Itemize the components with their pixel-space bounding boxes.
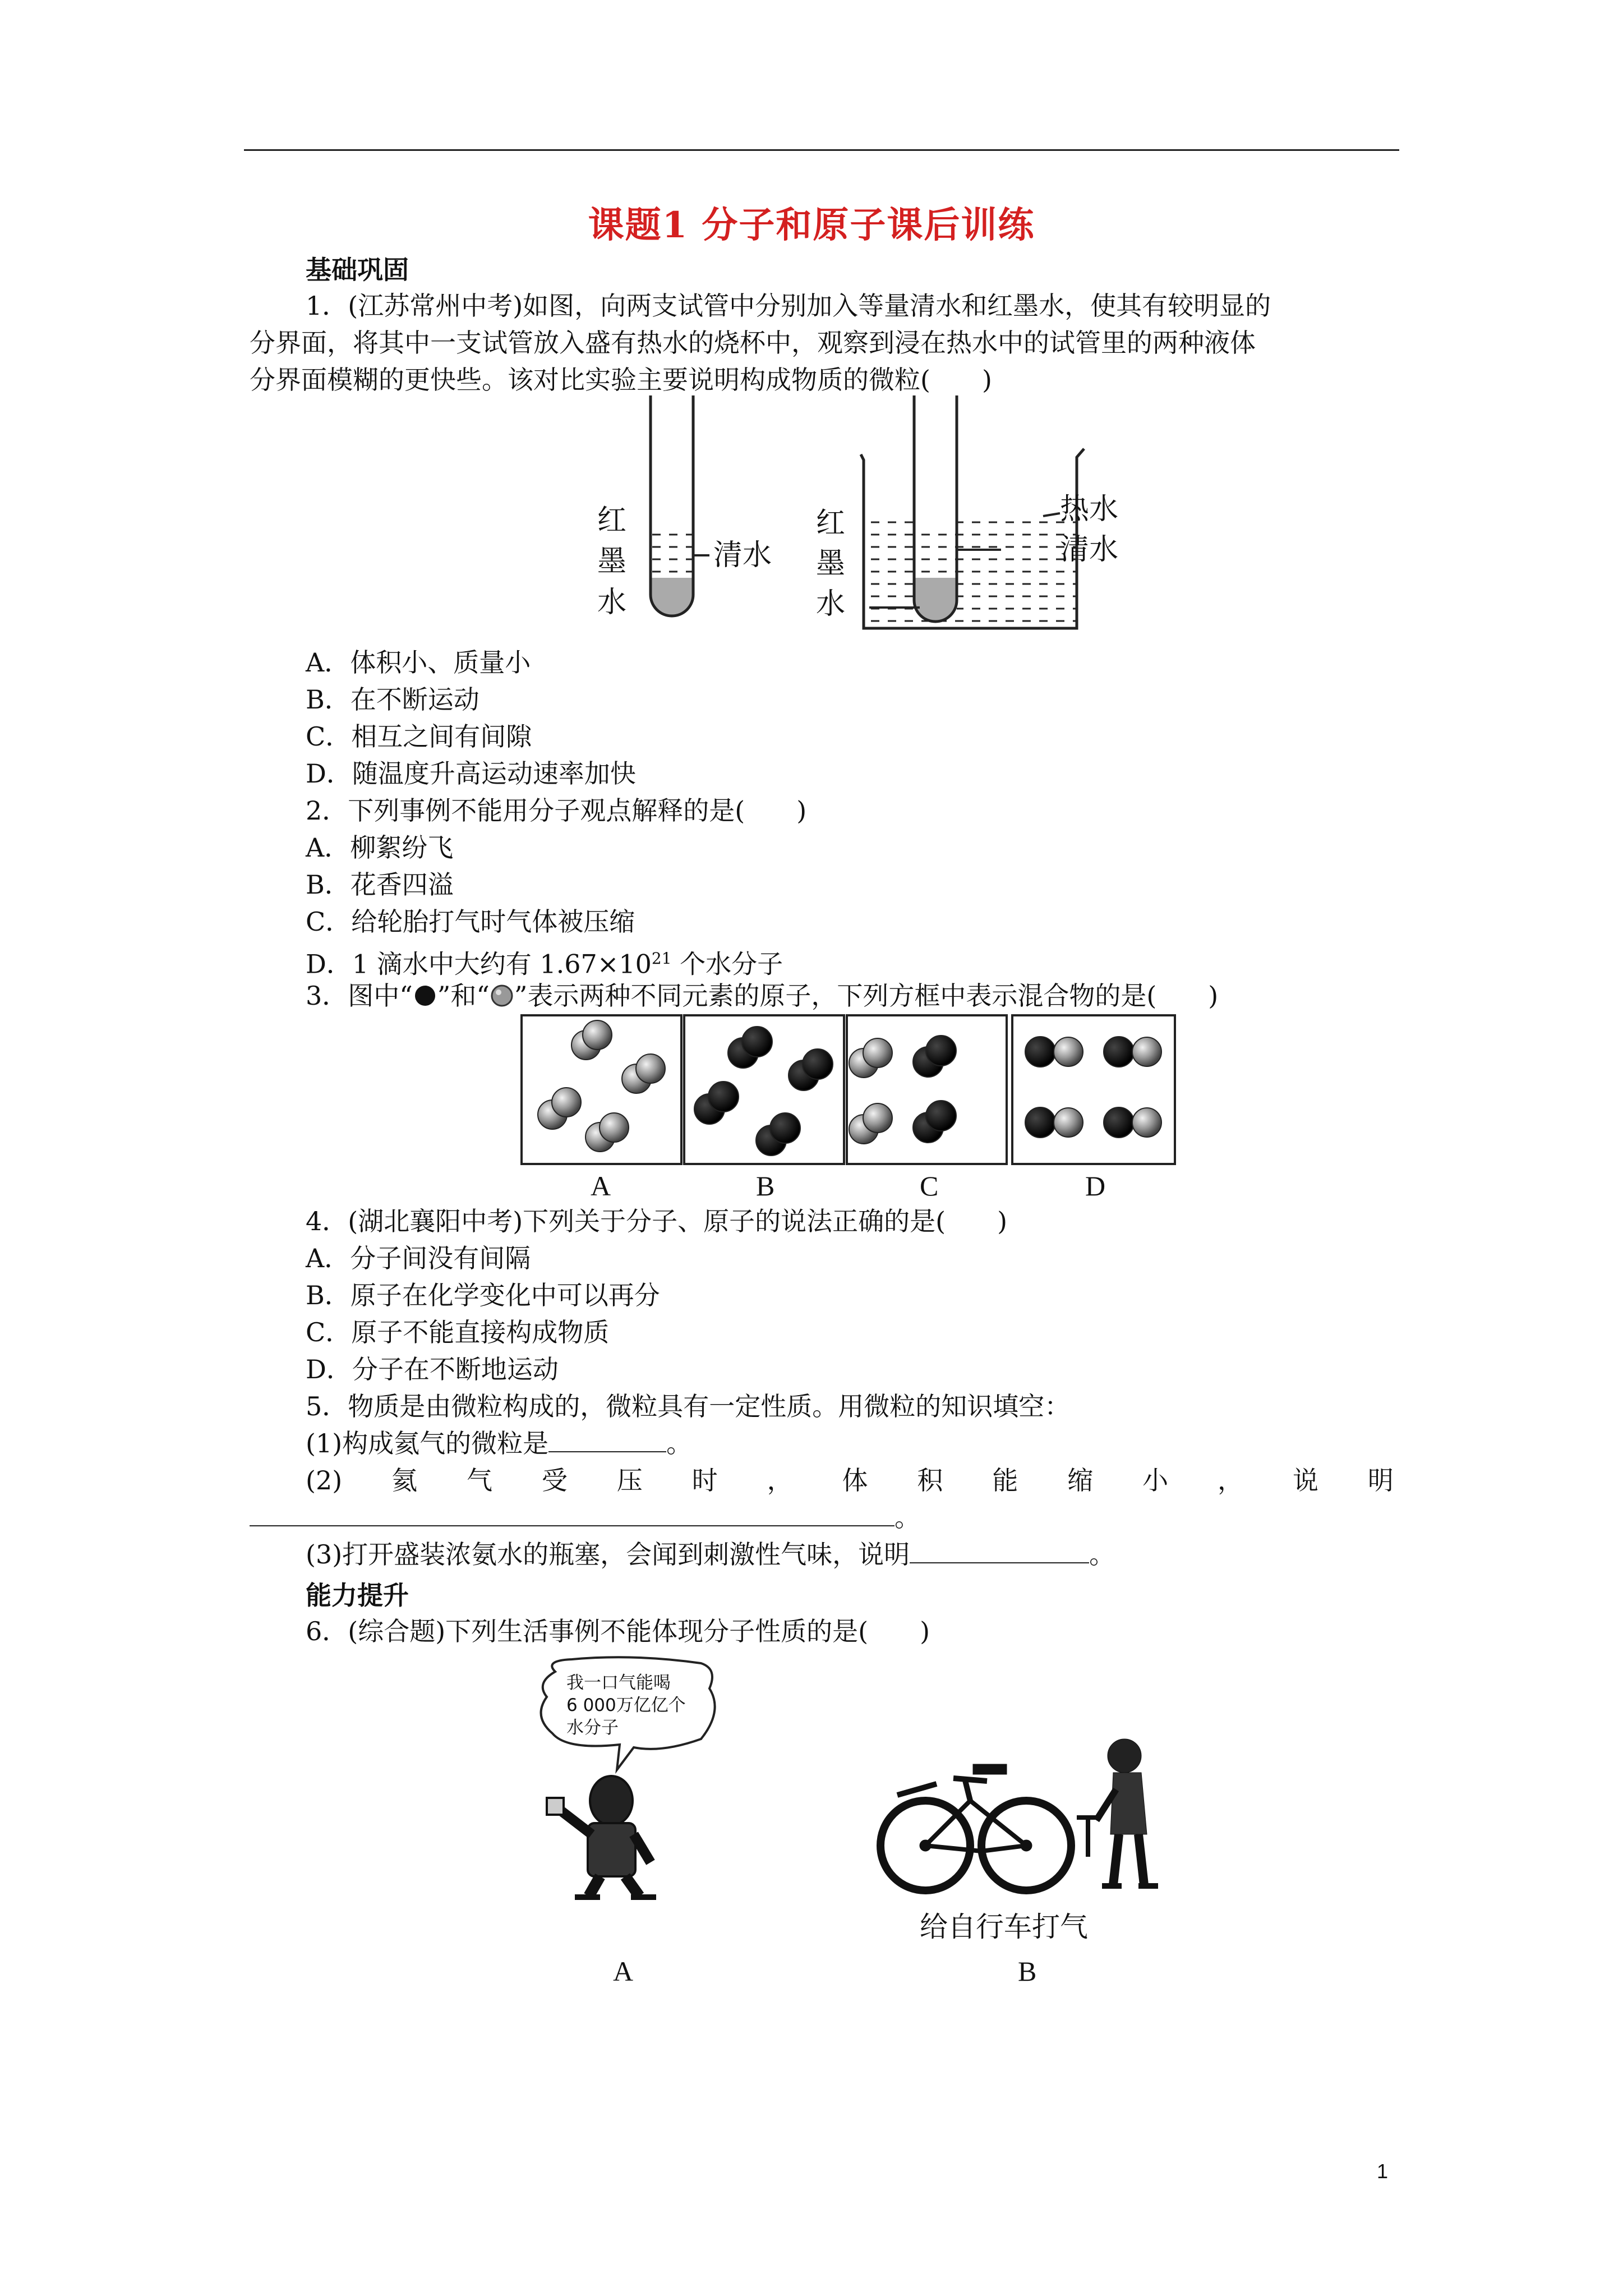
bubble-line-3: 水分子 <box>566 1718 619 1738</box>
left-red-ink-3: 水 <box>597 586 627 619</box>
header-rule <box>244 149 1399 151</box>
bubble-line-2: 6 000万亿亿个 <box>566 1695 686 1715</box>
q3-stem: 3．图中“ ”和“ ”表示两种不同元素的原子，下列方框中表示混合物的是( ) <box>306 981 1219 1011</box>
q6-label-a: A <box>613 1955 634 1987</box>
q6-figure-b <box>875 1711 1166 1918</box>
q1-option-c: C．相互之间有间隙 <box>306 721 532 752</box>
q5-part2: (2) 氦 气 受 压 时 ， 体 积 能 缩 小 ， 说 明 <box>306 1465 1394 1496</box>
q2-option-d: D．1 滴水中大约有 $1.67\times 10^{21}$ 个水分子 <box>306 949 783 979</box>
q5-part3: (3)打开盛装浓氨水的瓶塞，会闻到刺激性气味，说明 。 <box>306 1539 1115 1570</box>
q4-option-b: B．原子在化学变化中可以再分 <box>306 1280 660 1310</box>
bubble-line-1: 我一口气能喝 <box>566 1673 671 1693</box>
q6-label-b: B <box>1018 1955 1037 1987</box>
q2-option-c: C．给轮胎打气时气体被压缩 <box>306 907 635 937</box>
q2-stem: 2．下列事例不能用分子观点解释的是( ) <box>306 795 807 826</box>
q5-blank-2[interactable] <box>250 1503 895 1526</box>
section-basic: 基础巩固 <box>306 255 409 285</box>
q4-option-d: D．分子在不断地运动 <box>306 1354 559 1384</box>
q4-stem: 4．(湖北襄阳中考)下列关于分子、原子的说法正确的是( ) <box>306 1206 1008 1236</box>
q5-stem: 5．物质是由微粒构成的，微粒具有一定性质。用微粒的知识填空： <box>306 1391 1071 1421</box>
black-atom-icon <box>413 983 437 1008</box>
q1-line-2: 分界面，将其中一支试管放入盛有热水的烧杯中，观察到浸在热水中的试管里的两种液体 <box>250 328 1256 358</box>
q1-option-d: D．随温度升高运动速率加快 <box>306 758 636 789</box>
q2-option-b: B．花香四溢 <box>306 869 454 900</box>
q2-option-a: A．柳絮纷飞 <box>306 832 454 863</box>
right-red-ink-3: 水 <box>816 587 846 621</box>
q1-option-b: B．在不断运动 <box>306 684 479 715</box>
q5-part2-answer: 。 <box>250 1499 920 1536</box>
q1-option-a: A．体积小、质量小 <box>306 647 531 678</box>
box-label-b: B <box>756 1170 775 1202</box>
right-red-ink-1: 红 <box>816 507 846 540</box>
q4-option-c: C．原子不能直接构成物质 <box>306 1317 610 1347</box>
q6-figure-a <box>522 1655 746 1902</box>
beaker <box>861 395 1084 628</box>
right-clear-water: 清水 <box>1060 533 1119 567</box>
page-number: 1 <box>1377 2160 1389 2183</box>
q5-blank-1[interactable] <box>548 1429 666 1452</box>
q1-figure <box>583 393 1122 645</box>
left-red-ink-1: 红 <box>597 504 627 537</box>
q1-line-3: 分界面模糊的更快些。该对比实验主要说明构成物质的微粒( ) <box>250 365 992 395</box>
section-advanced: 能力提升 <box>306 1580 409 1611</box>
boy-drinking-illustration <box>547 1776 656 1897</box>
q5-part1: (1)构成氦气的微粒是 。 <box>306 1428 693 1458</box>
left-red-ink-2: 墨 <box>597 545 627 578</box>
right-red-ink-2: 墨 <box>816 547 846 581</box>
page-title: 课题1 分子和原子课后训练 <box>588 204 1035 246</box>
q6-stem: 6．(综合题)下列生活事例不能体现分子性质的是( ) <box>306 1616 930 1646</box>
box-label-c: C <box>920 1170 939 1202</box>
hot-water-label: 热水 <box>1060 493 1119 526</box>
left-test-tube <box>651 395 709 616</box>
q5-blank-3[interactable] <box>910 1540 1089 1563</box>
left-clear-water: 清水 <box>713 539 772 572</box>
bicycle-pump-illustration <box>880 1739 1158 1890</box>
box-label-a: A <box>591 1170 611 1202</box>
q6-caption-b: 给自行车打气 <box>920 1911 1088 1943</box>
box-label-d: D <box>1085 1170 1106 1202</box>
grey-atom-icon <box>490 983 514 1008</box>
q1-line-1: 1．(江苏常州中考)如图，向两支试管中分别加入等量清水和红墨水，使其有较明显的 <box>306 291 1271 321</box>
q4-option-a: A．分子间没有间隔 <box>306 1243 531 1273</box>
